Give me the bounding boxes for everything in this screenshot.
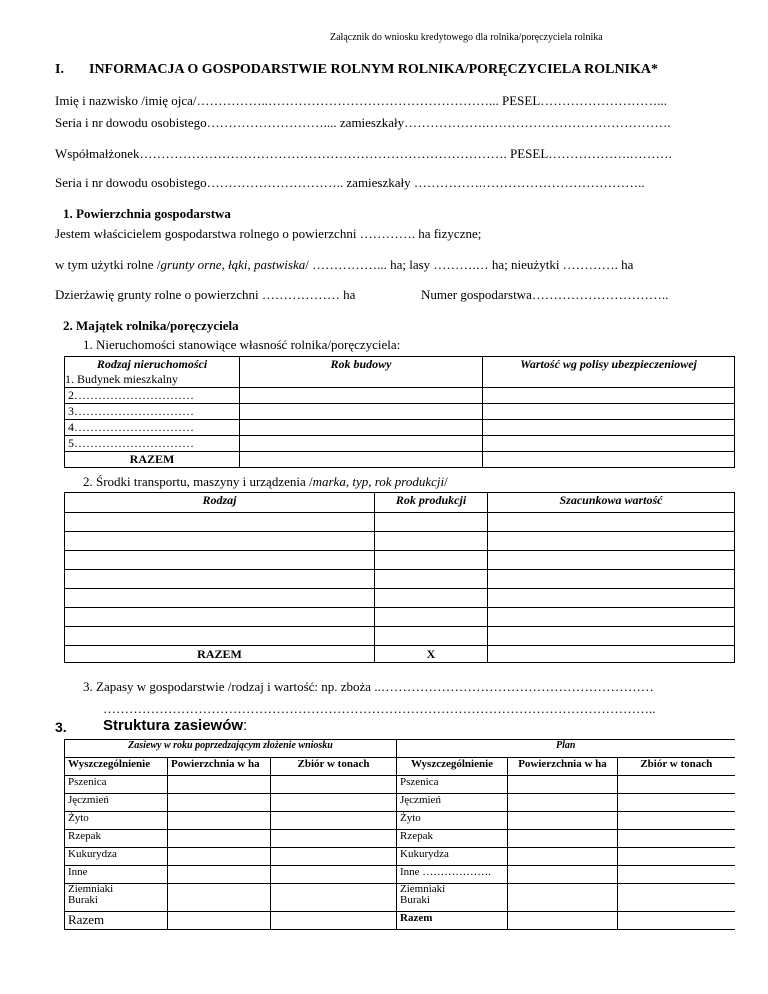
vehicle-type-header: Rodzaj (65, 493, 375, 513)
vehicles-item: 2. Środki transportu, maszyny i urządzenia /marka, typ, rok produkcji/ (83, 474, 448, 489)
real-estate-row-4: 4………………………… (65, 420, 240, 436)
real-estate-row-3: 3………………………… (65, 404, 240, 420)
subsection-area-title: 1. Powierzchnia gospodarstwa (63, 206, 231, 221)
stock-item: 3. Zapasy w gospodarstwie /rodzaj i wartość: np. zboża ..……………………………………………………… (83, 679, 654, 694)
vehicles-total-label: RAZEM (65, 646, 375, 663)
section-number: I. (55, 62, 64, 77)
real-estate-type-col (65, 357, 240, 388)
real-estate-total-label: RAZEM (65, 452, 240, 468)
sowing-table (64, 739, 735, 930)
estimated-value-header: Szacunkowa wartość (488, 493, 735, 513)
plan-group-header: Plan (397, 740, 735, 758)
crop-right-3: Żyto (397, 812, 508, 830)
real-estate-table (64, 356, 735, 468)
real-estate-row-2: 2………………………… (65, 388, 240, 404)
col-yield-right: Zbiór w tonach (618, 758, 735, 776)
real-estate-item: 1. Nieruchomości stanowiące własność rolnika/poręczyciela: (83, 337, 401, 352)
vehicles-table (64, 492, 735, 663)
real-estate-row-5: 5………………………… (65, 436, 240, 452)
crop-left-1: Pszenica (65, 776, 168, 794)
crop-right-6: Inne ………………. (397, 866, 508, 884)
total-right: Razem (397, 912, 508, 930)
page-header: Załącznik do wniosku kredytowego dla rolnika/poręczyciela rolnika (330, 32, 603, 43)
build-year-header: Rok budowy (240, 357, 483, 388)
subsection-assets-title: 2. Majątek rolnika/poręczyciela (63, 318, 239, 333)
crop-left-2: Jęczmień (65, 794, 168, 812)
crop-right-4: Rzepak (397, 830, 508, 848)
crop-right-1: Pszenica (397, 776, 508, 794)
real-estate-row-1: 1. Budynek mieszkalny (65, 372, 178, 386)
col-area-left: Powierzchnia w ha (168, 758, 271, 776)
vehicles-total-x: X (375, 646, 488, 663)
crop-left-7 (65, 884, 168, 912)
crop-left-6: Inne (65, 866, 168, 884)
land-use-line: w tym użytki rolne /grunty orne, łąki, pastwiska/ ……………... ha; lasy ……….… ha; nieużytki …………. ha (55, 257, 634, 272)
crop-right-2: Jęczmień (397, 794, 508, 812)
total-left: Razem (65, 912, 168, 930)
crop-left-5: Kukurydza (65, 848, 168, 866)
lease-area-line: Dzierżawię grunty rolne o powierzchni ……………… ha (55, 287, 356, 302)
col-yield-left: Zbiór w tonach (271, 758, 397, 776)
beets-left: Buraki (68, 894, 98, 906)
ownership-area-line: Jestem właścicielem gospodarstwa rolnego o powierzchni …………. ha fizyczne; (55, 226, 482, 241)
stock-item-continuation: ……………………………………………………………………………………………………………….. (103, 701, 656, 716)
col-item-right: Wyszczególnienie (397, 758, 508, 776)
production-year-header: Rok produkcji (375, 493, 488, 513)
potatoes-right: Ziemniaki (400, 883, 446, 895)
crop-left-3: Żyto (65, 812, 168, 830)
beets-right: Buraki (400, 894, 430, 906)
sowing-section-number: 3. (55, 719, 67, 735)
potatoes-left: Ziemniaki (68, 883, 114, 895)
col-area-right: Powierzchnia w ha (508, 758, 618, 776)
insured-value-header: Wartość wg polisy ubezpieczeniowej (483, 357, 735, 388)
farm-number-line: Numer gospodarstwa………………………….. (421, 287, 669, 302)
id-address-line: Seria i nr dowodu osobistego……………………….... zamieszkały……………….……………………………………. (55, 115, 671, 130)
real-estate-type-header: Rodzaj nieruchomości (96, 357, 208, 371)
spouse-pesel-line: Współmałżonek…………………………………………………………………………. PESEL……………….………. (55, 146, 672, 161)
section-title: INFORMACJA O GOSPODARSTWIE ROLNYM ROLNIKA/PORĘCZYCIELA ROLNIKA* (89, 62, 658, 77)
previous-year-group-header: Zasiewy w roku poprzedzającym złożenie wniosku (65, 740, 397, 758)
sowing-section-title: Struktura zasiewów: (103, 717, 248, 734)
crop-right-5: Kukurydza (397, 848, 508, 866)
spouse-id-address-line: Seria i nr dowodu osobistego………………………….. zamieszkały …………….……………………………….. (55, 175, 645, 190)
crop-right-7 (397, 884, 508, 912)
col-item-left: Wyszczególnienie (65, 758, 168, 776)
name-pesel-line: Imię i nazwisko /imię ojca/……………..……………………………………………... PESEL………………………... (55, 93, 668, 108)
crop-left-4: Rzepak (65, 830, 168, 848)
